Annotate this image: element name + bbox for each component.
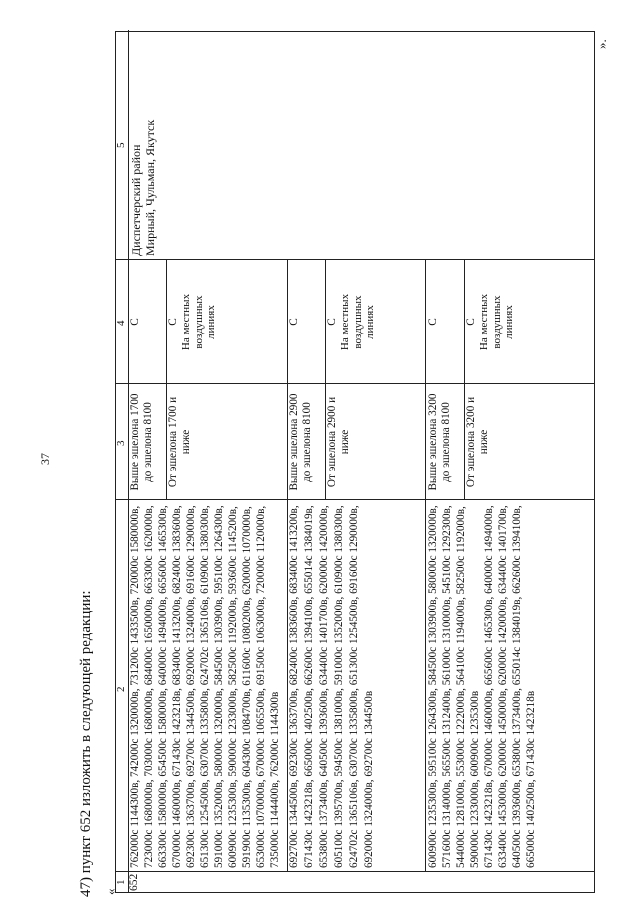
column-divider [116,259,594,260]
coordinate-line: 670000с 1460000в, 671430с 1423218в, 683400с 1413200в, 682400с 1383600в, [171,505,183,868]
header-col-1: 1 [115,879,127,885]
coordinate-line: 633400с 1453000в, 620000с 1450000в, 620000с 1420000в, 634400с 1401700в, [497,505,509,868]
column-divider [116,499,594,500]
coordinate-line: 735000с 1144400в, 762000с 1144300в [269,691,281,868]
altitude-limits: Выше эшелона 3200 до эшелона 8100 [427,393,453,491]
coordinate-line: 600900с 1235300в, 595100с 1264300в, 584500с 1303900в, 580000с 1320000в, [427,505,439,868]
altitude-limits: Выше эшелона 2900 до эшелона 8100 [288,393,314,491]
closing-quote: ». [594,39,609,49]
header-col-4: 4 [115,320,127,326]
coordinate-line: 640500с 1393600в, 653800с 1373400в, 655014с 1384019в, 662600с 1394100в, [511,505,523,868]
airspace-class: С [129,318,141,326]
coordinate-line: 651300с 1254500в, 630700с 1335800в, 624702с 1365106в, 610900с 1380300в, [199,505,211,868]
coordinate-line: 692300с 1363700в, 692700с 1344500в, 692000с 1324000в, 691600с 1290000в, [185,505,197,868]
airspace-class: С [427,318,439,326]
coordinate-line: 692000с 1324000в, 692700с 1344500в [363,690,375,868]
coordinate-line: 665000с 1402500в, 671430с 1423218в [525,690,537,868]
airspace-note: На местных воздушных линиях [180,293,217,351]
column-divider [116,871,594,872]
airspace-note: На местных воздушных линиях [478,293,515,351]
airspace-class: С [326,318,338,326]
airspace-class: С [288,318,300,326]
zone-divider [425,260,426,872]
coordinate-line: 624702с 1365106в, 630700с 1335800в, 651300с 1254500в, 691600с 1290000в, [348,505,360,868]
column-divider [116,383,594,384]
airspace-note: На местных воздушных линиях [339,293,376,351]
coordinate-line: 653000с 1070000в, 670000с 1065500в, 691500с 1063000в, 720000с 1120000в, [255,505,267,868]
header-col-2: 2 [115,686,127,692]
header-col-5: 5 [115,142,127,148]
coordinate-line: 590000с 1233000в, 600900с 1235300в [469,690,481,868]
amendment-instruction: 47) пункт 652 изложить в следующей редакции: [78,590,94,897]
coordinate-line: 544000с 1281000в, 553000с 1222000в, 564100с 1194000в, 582500с 1192000в, [455,506,467,868]
coordinate-line: 671430с 1423218в, 670000с 1460000в, 665600с 1465300в, 640000с 1494000в, [483,505,495,868]
coordinate-line: 591000с 1352000в, 580000с 1320000в, 584500с 1303900в, 595100с 1264300в, [213,505,225,868]
altitude-limits: От эшелона 3200 и ниже [465,396,491,488]
header-col-3: 3 [115,440,127,446]
coordinate-line: 692700с 1344500в, 692300с 1363700в, 682400с 1383600в, 683400с 1413200в, [288,505,300,868]
coordinate-line: 762000с 1144300в, 742000с 1320000в, 731200с 1433500в, 720000с 1580000в, [129,505,141,868]
altitude-limits: От эшелона 2900 и ниже [326,396,352,488]
coordinate-line: 571600с 1314000в, 565500с 1312400в, 561000с 1310000в, 545100с 1292300в, [441,505,453,868]
row-number: 652 [128,873,140,891]
coordinate-line: 591900с 1135300в, 604300с 1084700в, 611600с 1080200в, 620000с 1070000в, [241,506,253,868]
coordinate-line: 671430с 1423218в, 665000с 1402500в, 662600с 1394100в, 655014с 1384019в, [303,505,315,868]
coordinate-line: 723000с 1680000в, 703000с 1680000в, 684000с 1650000в, 663300с 1620000в, [143,505,155,868]
airspace-table [115,31,595,893]
region-name: Диспетчерский район Мирный, Чульман, Якутск [129,119,157,256]
coordinate-line: 653800с 1373400в, 640500с 1393600в, 634400с 1401700в, 620000с 1420000в, [318,505,330,868]
altitude-limits: От эшелона 1700 и ниже [167,396,193,488]
page-number: 37 [38,453,52,465]
airspace-class: С [167,318,179,326]
altitude-limits: Выше эшелона 1700 до эшелона 8100 [129,393,155,491]
coordinate-line: 605100с 1395700в, 594500с 1381000в, 591000с 1352000в, 610900с 1380300в, [333,505,345,868]
coordinate-line: 663300с 1580000в, 654500с 1580000в, 640000с 1494000в, 665600с 1465300в, [157,505,169,868]
coordinate-line: 600900с 1235300в, 590000с 1233000в, 582500с 1192000в, 593600с 1145200в, [227,506,239,868]
opening-quote: « [103,888,118,895]
airspace-class: С [465,318,477,326]
